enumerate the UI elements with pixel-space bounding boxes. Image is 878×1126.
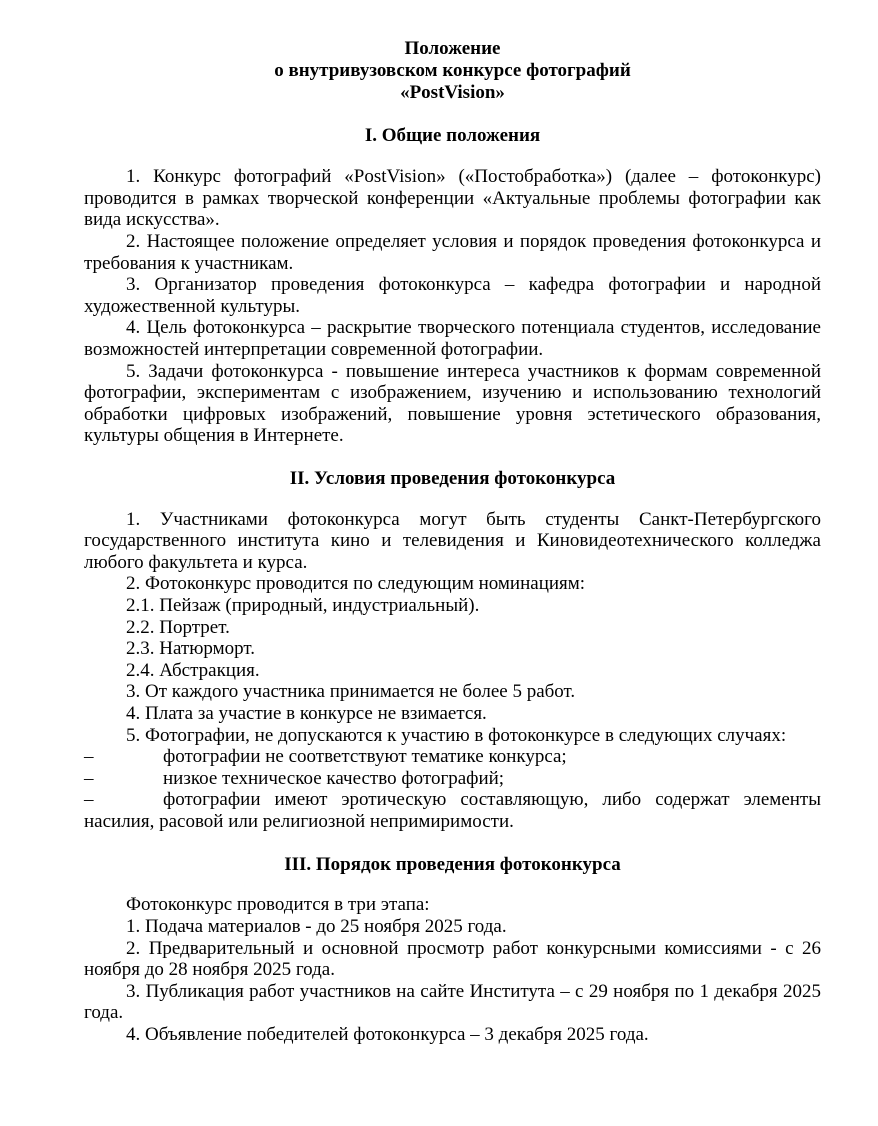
section-heading: I. Общие положения (364, 125, 541, 147)
list-item-text: низкое техническое качество фотографий; (163, 767, 505, 789)
paragraph: 2.3. Натюрморт. (126, 638, 256, 660)
paragraph: 1. Подача материалов - до 25 ноября 2025 года. (126, 916, 507, 937)
paragraph: Фотоконкурс проводится в три этапа: (126, 894, 430, 916)
dash-marker: – (84, 746, 94, 768)
paragraph: 2. Предварительный и основной просмотр работ конкурсными комиссиями - с 26 ноября до 28 ноября 2025 года. (84, 937, 821, 981)
dash-marker: – (84, 767, 94, 789)
title-line: «PostVision» (400, 81, 505, 103)
paragraph: 1. Участниками фотоконкурса могут быть студенты Санкт-Петербургского государственного института кино и телевидения и Киновидеотехнического колледжа любого факультета и курса. (84, 508, 821, 573)
title-line: о внутривузовском конкурсе фотографий (274, 59, 631, 81)
document-body (84, 125, 821, 1045)
paragraph: 4. Плата за участие в конкурсе не взимается. (126, 703, 487, 725)
paragraph: 2.2. Портрет. (126, 616, 230, 638)
list-item-dash (84, 789, 821, 832)
paragraph: 1. Конкурс фотографий «PostVision» («Постобработка») (далее – фотоконкурс) проводится в рамках творческой конференции «Актуальные проблемы фотографии как вида искусства». (84, 166, 821, 231)
list-item-text: фотографии не соответствуют тематике конкурса; (163, 746, 567, 768)
paragraph: 3. Организатор проведения фотоконкурса – кафедра фотографии и народной художественной культуры. (84, 274, 821, 317)
paragraph: 2. Настоящее положение определяет условия и порядок проведения фотоконкурса и требования к участникам. (84, 230, 821, 274)
paragraph: 4. Объявление победителей фотоконкурса – 3 декабря 2025 года. (126, 1023, 649, 1045)
list-item-dash (84, 746, 821, 768)
paragraph: 2.1. Пейзаж (природный, индустриальный). (126, 595, 480, 617)
document-title (84, 38, 821, 103)
paragraph: 3. От каждого участника принимается не более 5 работ. (126, 681, 576, 703)
list-item-dash (84, 768, 821, 790)
section-heading: III. Порядок проведения фотоконкурса (284, 853, 621, 875)
paragraph: 3. Публикация работ участников на сайте Института – с 29 ноября по 1 декабря 2025 года. (84, 980, 821, 1024)
paragraph: 4. Цель фотоконкурса – раскрытие творческого потенциала студентов, исследование возможностей интерпретации современной фотографии. (84, 317, 821, 360)
section-heading: II. Условия проведения фотоконкурса (289, 467, 616, 489)
paragraph: 2.4. Абстракция. (126, 659, 260, 681)
dash-marker: – (84, 789, 94, 811)
paragraph: 5. Задачи фотоконкурса - повышение интереса участников к формам современной фотографии, экспериментам с изображением, изучению и использованию технологий обработки цифровых изображений, повышение уровня эстетического образования, культуры общения в Интернете. (84, 360, 821, 447)
title-line: Положение (404, 38, 501, 59)
paragraph: 2. Фотоконкурс проводится по следующим номинациям: (126, 573, 586, 595)
paragraph: 5. Фотографии, не допускаются к участию в фотоконкурсе в следующих случаях: (126, 724, 787, 746)
list-item-text: фотографии имеют эротическую составляющую, либо содержат элементы насилия, расовой или религиозной непримиримости. (84, 789, 821, 833)
